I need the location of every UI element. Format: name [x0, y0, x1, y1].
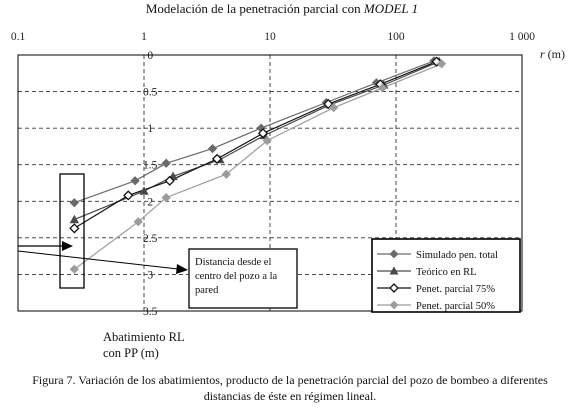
x-tick-label: 10: [264, 31, 276, 43]
y-tick-label: 0: [147, 50, 154, 62]
y-tick-labels: [143, 50, 158, 318]
y-tick-label: 1.5: [143, 159, 158, 172]
diamond-marker: [162, 159, 170, 167]
pointer-arrow-head: [62, 241, 73, 251]
figure-caption: [0, 372, 580, 404]
x-tick-label: 100: [387, 31, 405, 43]
triangle-marker: [70, 215, 78, 223]
y-tick-label: 2.5: [143, 232, 158, 245]
chart-title: Modelación de la penetración parcial con MODEL 1: [145, 1, 419, 16]
open-diamond-marker: [70, 224, 78, 232]
annotation-arrow: [18, 251, 178, 269]
y-axis-label-line-1: Abatimiento RL: [103, 330, 185, 344]
y-tick-label: 3.5: [143, 306, 158, 318]
annotation-line-2: centro del pozo a la: [195, 271, 278, 282]
annotation-line-3: pared: [195, 285, 219, 296]
y-tick-label: 2: [147, 196, 154, 209]
y-axis-label-line-2: con PP (m): [103, 346, 159, 360]
x-tick-label: 0.1: [10, 31, 26, 43]
diamond-marker: [70, 199, 78, 207]
y-tick-label: 3: [147, 269, 154, 282]
x-axis-label: r (m): [540, 47, 565, 61]
diamond-marker: [131, 177, 139, 185]
legend-label: Simulado pen. total: [416, 249, 498, 261]
annotation-line-1: Distancia desde el: [195, 257, 272, 268]
diamond-marker: [208, 144, 216, 152]
legend-label: Teórico en RL: [416, 266, 477, 278]
legend-label: Penet. parcial 75%: [416, 283, 496, 295]
x-tick-label: 1: [141, 31, 147, 43]
x-tick-label: 1 000: [509, 31, 535, 43]
y-tick-label: 0.5: [143, 86, 158, 99]
caption-line-1: Figura 7. Variación de los abatimientos, producto de la penetración parcial del pozo de bombeo a diferentes: [32, 373, 548, 387]
y-tick-label: 1: [147, 123, 154, 136]
x-tick-labels: [11, 31, 535, 43]
caption-line-2: distancias de éste en régimen lineal.: [203, 389, 377, 403]
legend-label: Penet. parcial 50%: [416, 300, 496, 312]
annotation-arrow-head: [176, 264, 188, 274]
legend: [372, 239, 520, 312]
